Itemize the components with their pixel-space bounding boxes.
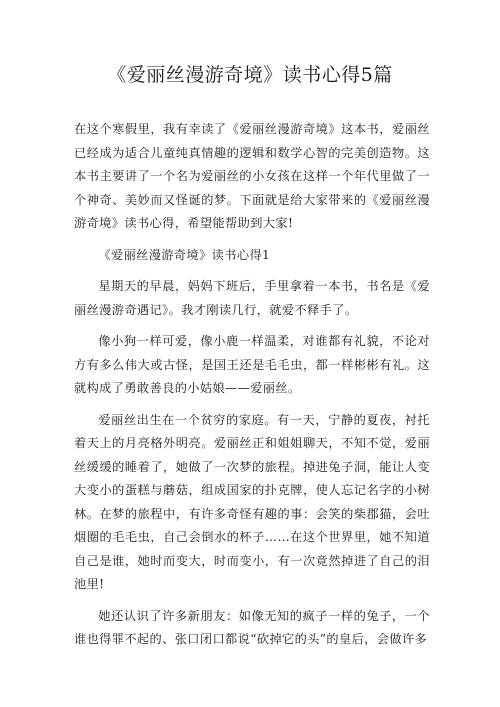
section-heading-1: 《爱丽丝漫游奇境》读书心得1: [98, 247, 271, 262]
document-title: 《爱丽丝漫游奇境》读书心得5篇: [107, 64, 393, 86]
body-paragraph: 像小狗一样可爱，像小鹿一样温柔，对谁都有礼貌，不论对方有多么伟大或古怪，是国王还是毛毛虫，都一样彬彬有礼。这就构成了勇敢善良的小姑娘——爱丽丝。: [74, 334, 430, 395]
document-body: [74, 118, 430, 660]
intro-paragraph: 在这个寒假里，我有幸读了《爱丽丝漫游奇境》这本书，爱丽丝已经成为适合儿童纯真情趣的逻辑和数学心智的完美创造物。这本书主要讲了一个名为爱丽丝的小女孩在这样一个年代里做了一个神奇、美妙而又怪诞的梦。下面就是给大家带来的《爱丽丝漫游奇境》读书心得，希望能帮助到大家!: [74, 122, 430, 230]
body-paragraph: 爱丽丝出生在一个贫穷的家庭。有一天，宁静的夏夜，衬托着天上的月亮格外明亮。爱丽丝正和姐姐聊天，不知不觉，爱丽丝缓缓的睡着了，她做了一次梦的旅程。掉进兔子洞，能让人变大变小的蛋糕与蘑菇，组成国家的扑克牌，使人忘记名字的小树林。在梦的旅程中，有许多奇怪有趣的事：会笑的柴郡猫，会吐烟圈的毛毛虫，自己会倒水的杯子……在这个世界里，她不知道自己是谁，她时而变大，时而变小，有一次竟然掉进了自己的泪池里!: [74, 412, 430, 591]
body-paragraph: 星期天的早晨，妈妈下班后，手里拿着一本书，书名是《爱丽丝漫游奇遇记》。我才刚读几行，就爱不释手了。: [74, 279, 430, 317]
body-paragraph: 她还认识了许多新朋友：如像无知的疯子一样的兔子，一个谁也得罪不起的、张口闭口都说“砍掉它的头”的皇后，会做许多: [74, 608, 430, 646]
